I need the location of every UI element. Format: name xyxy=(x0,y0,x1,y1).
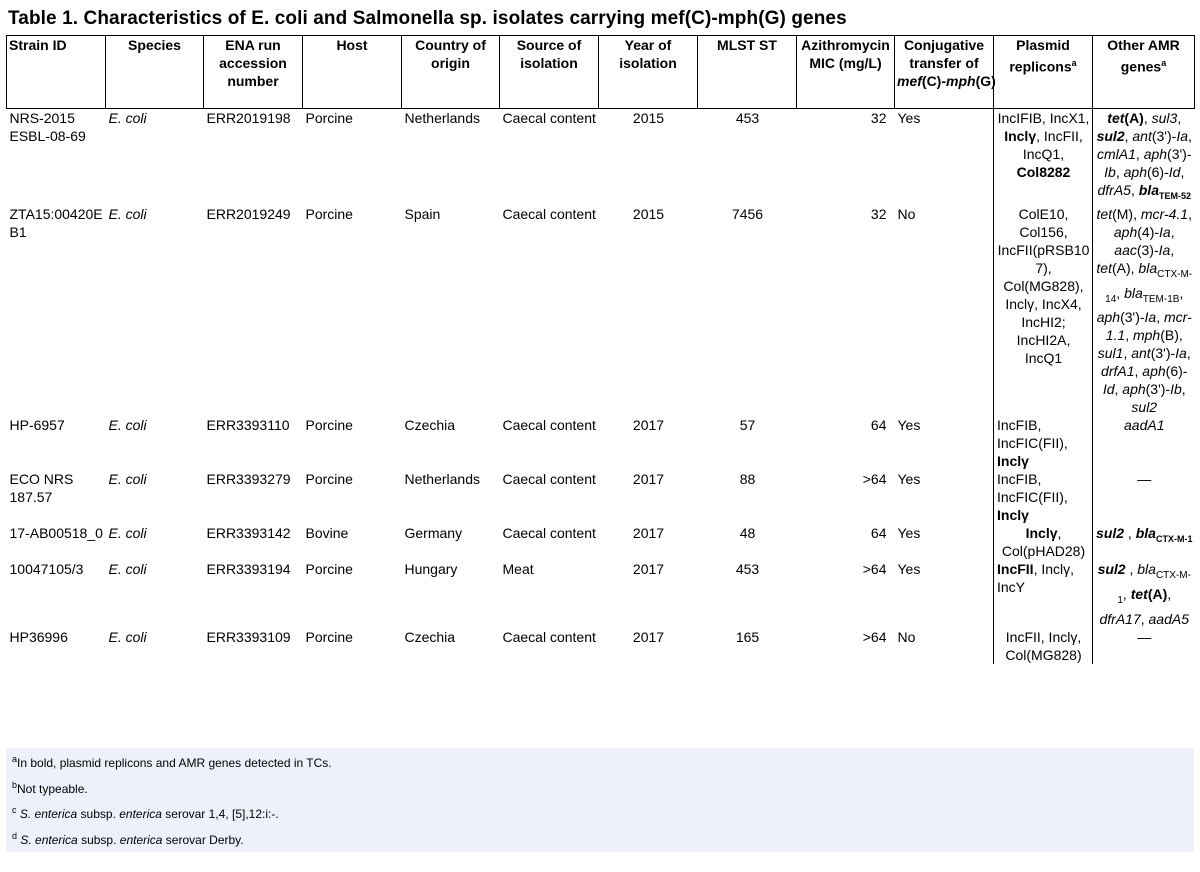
cell-conj: Yes xyxy=(897,110,921,126)
cell-mic: >64 xyxy=(862,628,887,645)
cell-mic: 64 xyxy=(870,525,887,542)
cell-mlst: 7456 xyxy=(731,205,764,222)
cell-mlst: 453 xyxy=(735,561,760,578)
table-row xyxy=(7,470,1195,524)
cell-country: Germany xyxy=(404,525,463,542)
cell-strain: HP-6957 xyxy=(9,417,65,434)
cell-source: Caecal content xyxy=(502,417,596,434)
header-plasmid-sup: a xyxy=(1071,58,1077,68)
cell-year: 2017 xyxy=(632,417,665,434)
cell-amr: tet(A), sul3, sul2, ant(3')-Ia, cmlA1, aph(3')-Ib, aph(6)-Id, dfrA5, bla$_{TEM-52}$ xyxy=(1096,110,1192,201)
characteristics-table xyxy=(6,35,1195,664)
header-strain-id: Strain ID xyxy=(7,36,106,109)
cell-year: 2017 xyxy=(632,471,665,488)
footnote-d xyxy=(12,831,244,847)
header-amr xyxy=(1093,36,1195,109)
cell-plasmid: IncFIB, IncFIC(FII), Inclγ xyxy=(994,416,1093,470)
header-host: Host xyxy=(303,36,402,109)
header-conjugative xyxy=(895,36,994,109)
cell-plasmid: IncFIB, IncFIC(FII), Inclγ xyxy=(994,470,1093,524)
cell-country: Czechia xyxy=(404,628,456,645)
cell-strain: NRS-2015 ESBL-08-69 xyxy=(9,110,86,144)
cell-host: Porcine xyxy=(305,471,353,488)
cell-strain: 10047105/3 xyxy=(9,561,84,578)
species-text: E. coli xyxy=(108,628,147,645)
cell-mic: 32 xyxy=(870,205,887,222)
cell-species xyxy=(106,560,204,628)
cell-species xyxy=(106,205,204,417)
cell-mlst: 48 xyxy=(739,525,756,542)
cell-species xyxy=(106,470,204,524)
header-ena: ENA run accession number xyxy=(204,36,303,109)
cell-ena: ERR3393279 xyxy=(206,471,291,488)
cell-mlst: 57 xyxy=(739,417,756,434)
header-conj-mef: mef xyxy=(897,73,922,89)
cell-conj: No xyxy=(897,628,916,645)
header-mic: Azithromycin MIC (mg/L) xyxy=(797,36,895,109)
cell-country: Netherlands xyxy=(404,110,480,126)
footnote-a-sup: a xyxy=(12,754,18,764)
header-country: Country of origin xyxy=(402,36,500,109)
cell-source: Caecal content xyxy=(502,471,596,488)
species-text: E. coli xyxy=(108,525,147,542)
table-row xyxy=(7,560,1195,628)
cell-conj: Yes xyxy=(897,525,921,542)
footnote-d-sup: d xyxy=(12,831,18,841)
footnote-d-enterica: enterica xyxy=(119,833,163,847)
cell-year: 2015 xyxy=(632,205,665,222)
cell-country: Netherlands xyxy=(404,471,480,488)
footnote-a-text: In bold, plasmid replicons and AMR genes detected in TCs. xyxy=(17,756,332,770)
footnote-b xyxy=(12,780,88,796)
table-row xyxy=(7,416,1195,470)
species-text: E. coli xyxy=(108,205,147,222)
footnote-c xyxy=(12,805,279,821)
header-plasmid-label: Plasmid replicons xyxy=(1009,37,1072,75)
cell-mlst: 453 xyxy=(735,110,760,126)
cell-host: Porcine xyxy=(305,561,353,578)
footnotes xyxy=(6,748,1194,852)
cell-ena: ERR2019198 xyxy=(206,110,291,126)
cell-year: 2017 xyxy=(632,525,665,542)
cell-conj: Yes xyxy=(897,417,921,434)
cell-source: Caecal content xyxy=(502,110,596,126)
footnote-c-sup: c xyxy=(12,805,17,815)
cell-ena: ERR3393142 xyxy=(206,525,291,542)
footnote-c-subsp: subsp. xyxy=(77,807,120,821)
cell-mic: 64 xyxy=(870,417,887,434)
header-year: Year of isolation xyxy=(599,36,698,109)
cell-mic: >64 xyxy=(862,471,887,488)
footnote-d-serovar: serovar Derby. xyxy=(162,833,244,847)
cell-host: Porcine xyxy=(305,205,353,222)
cell-conj: Yes xyxy=(897,561,921,578)
cell-country: Spain xyxy=(404,205,441,222)
cell-host: Porcine xyxy=(305,110,353,126)
cell-amr: sul2 , bla$_{CTX-M-1}$, tet(A), dfrA17, aadA5 xyxy=(1097,561,1191,627)
footnote-c-species: S. enterica xyxy=(19,807,78,821)
cell-strain: HP36996 xyxy=(9,628,68,645)
cell-amr: sul2 , bla$_{CTX-M-1}$ xyxy=(1096,525,1193,545)
cell-country: Hungary xyxy=(404,561,458,578)
cell-country: Czechia xyxy=(404,417,456,434)
cell-mic: >64 xyxy=(862,561,887,578)
header-mlst: MLST ST xyxy=(698,36,797,109)
header-conj-mph: mph xyxy=(946,73,976,89)
cell-conj: Yes xyxy=(897,471,921,488)
cell-plasmid: ColE10, Col156, IncFII(pRSB107), Col(MG828), Inclγ, IncX4, IncHI2; IncHI2A, IncQ1 xyxy=(994,205,1093,417)
cell-host: Bovine xyxy=(305,525,349,542)
cell-host: Porcine xyxy=(305,628,353,645)
table-row xyxy=(7,524,1195,560)
cell-conj: No xyxy=(897,205,916,222)
cell-species xyxy=(106,524,204,560)
cell-ena: ERR3393110 xyxy=(206,417,290,434)
footnote-b-sup: b xyxy=(12,780,18,790)
cell-amr: tet(M), mcr-4.1, aph(4)-Ia, aac(3)-Ia, tet(A), bla$_{CTX-M-14}$, bla$_{TEM-1B}$, aph(3')-Ia, mcr-1.1, mph(B), sul1, ant(3')-Ia, drfA1, aph(6)-Id, aph(3')-Ib, sul2 xyxy=(1096,205,1193,416)
cell-year: 2017 xyxy=(632,628,665,645)
cell-species xyxy=(106,628,204,664)
header-amr-label: Other AMR genes xyxy=(1107,37,1180,75)
cell-plasmid: IncFII, Inclγ, IncY xyxy=(994,560,1093,628)
table-title: Table 1. Characteristics of E. coli and Salmonella sp. isolates carrying mef(C)-mph(G) genes xyxy=(8,8,847,29)
cell-species xyxy=(106,109,204,205)
cell-plasmid: IncIFIB, IncX1, Inclγ, IncFII, IncQ1, Col8282 xyxy=(994,109,1093,205)
footnote-d-species: S. enterica xyxy=(20,833,78,847)
header-conj-line2 xyxy=(897,72,996,90)
header-amr-sup: a xyxy=(1161,58,1167,68)
cell-ena: ERR3393194 xyxy=(206,561,291,578)
species-text: E. coli xyxy=(108,417,147,434)
header-species: Species xyxy=(106,36,204,109)
cell-ena: ERR3393109 xyxy=(206,628,291,645)
cell-mic: 32 xyxy=(870,110,887,126)
footnote-a xyxy=(12,754,332,770)
cell-year: 2015 xyxy=(632,110,665,126)
cell-year: 2017 xyxy=(632,561,665,578)
cell-plasmid: Inclγ, Col(pHAD28) xyxy=(994,524,1093,560)
cell-source: Caecal content xyxy=(502,525,596,542)
header-conj-line1: Conjugative transfer of xyxy=(903,37,985,71)
cell-source: Meat xyxy=(502,561,534,578)
cell-amr: aadA1 xyxy=(1124,417,1165,434)
header-conj-g: (G) xyxy=(975,73,996,89)
cell-source: Caecal content xyxy=(502,205,596,222)
footnote-c-enterica: enterica xyxy=(119,807,162,821)
table-row xyxy=(7,205,1195,417)
header-conj-c: (C)- xyxy=(921,73,947,89)
cell-host: Porcine xyxy=(305,417,353,434)
cell-strain: ECO NRS 187.57 xyxy=(9,471,74,506)
cell-source: Caecal content xyxy=(502,628,596,645)
footnote-b-text: Not typeable. xyxy=(17,782,88,796)
cell-mlst: 165 xyxy=(735,628,760,645)
footnote-c-serovar: serovar 1,4, [5],12:i:-. xyxy=(161,807,279,821)
cell-ena: ERR2019249 xyxy=(206,205,291,222)
header-source: Source of isolation xyxy=(500,36,599,109)
cell-plasmid: IncFII, Inclγ, Col(MG828) xyxy=(994,628,1093,664)
table-row xyxy=(7,109,1195,205)
footnote-d-subsp: subsp. xyxy=(77,833,120,847)
species-text: E. coli xyxy=(108,561,147,578)
cell-mlst: 88 xyxy=(739,471,756,488)
cell-species xyxy=(106,416,204,470)
cell-amr: — xyxy=(1137,628,1152,645)
species-text: E. coli xyxy=(108,471,147,488)
cell-amr: — xyxy=(1137,471,1152,488)
header-row xyxy=(7,36,1195,109)
table-row xyxy=(7,628,1195,664)
cell-strain: ZTA15:00420EB1 xyxy=(9,205,103,240)
header-plasmid xyxy=(994,36,1093,109)
cell-strain: 17-AB00518_0 xyxy=(9,525,103,542)
species-text: E. coli xyxy=(108,110,147,126)
